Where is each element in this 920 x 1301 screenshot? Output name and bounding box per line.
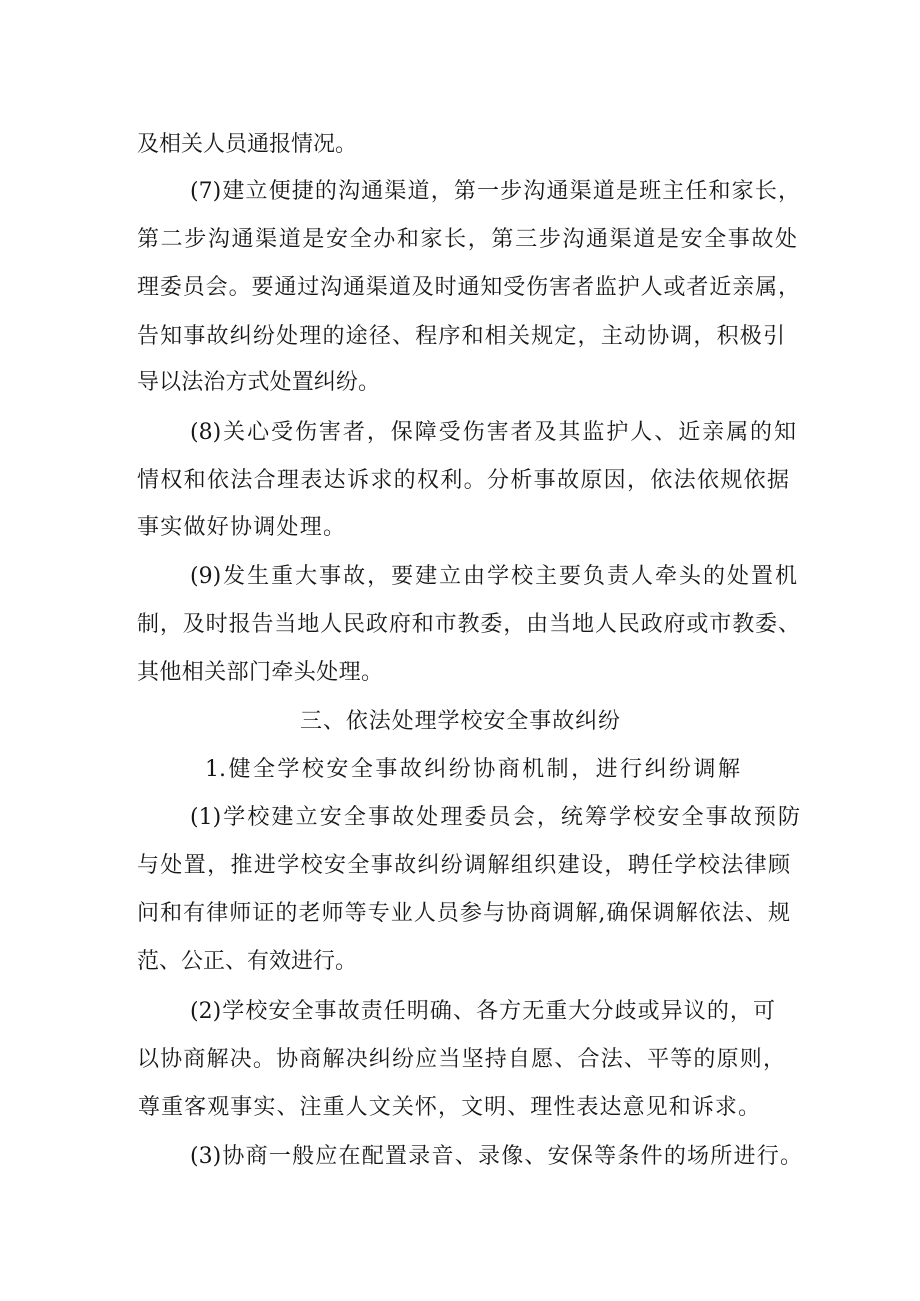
section-heading: 三、依法处理学校安全事故纠纷	[300, 709, 620, 734]
text-line: 其他相关部门牵头处理。	[137, 660, 383, 685]
text-line: 问和有律师证的老师等专业人员参与协商调解,确保调解依法、规	[137, 901, 790, 926]
text-line: 尊重客观事实、注重人文关怀，文明、理性表达意见和诉求。	[138, 1095, 760, 1120]
text-line: 范、公正、有效进行。	[137, 949, 358, 974]
text-line: (7)建立便捷的沟通渠道，第一步沟通渠道是班主任和家长，	[190, 179, 800, 204]
text-line: 及相关人员通报情况。	[137, 132, 358, 157]
sub-heading: 1.健全学校安全事故纠纷协商机制，进行纠纷调解	[205, 757, 740, 782]
text-line: 情权和依法合理表达诉求的权利。分析事故原因，依法依规依据	[137, 468, 789, 493]
text-line: 以协商解决。协商解决纠纷应当坚持自愿、合法、平等的原则，	[137, 1047, 785, 1072]
text-line: 告知事故纠纷处理的途径、程序和相关规定，主动协调，积极引	[137, 324, 785, 349]
text-line: 第二步沟通渠道是安全办和家长，第三步沟通渠道是安全事故处	[137, 227, 797, 252]
text-line: 事实做好协调处理。	[137, 515, 345, 540]
text-line: 制，及时报告当地人民政府和市教委，由当地人民政府或市教委、	[137, 612, 800, 637]
text-line: (8)关心受伤害者，保障受伤害者及其监护人、近亲属的知	[190, 420, 796, 445]
text-line: (9)发生重大事故，要建立由学校主要负责人牵头的处置机	[190, 564, 797, 589]
text-line: 与处置，推进学校安全事故纠纷调解组织建设，聘任学校法律顾	[137, 853, 790, 878]
text-line: 理委员会。要通过沟通渠道及时通知受伤害者监护人或者近亲属，	[137, 275, 800, 300]
text-line: (3)协商一般应在配置录音、录像、安保等条件的场所进行。	[190, 1144, 802, 1169]
text-line: 导以法治方式处置纠纷。	[137, 370, 380, 395]
text-line: (1)学校建立安全事故处理委员会，统筹学校安全事故预防	[190, 805, 800, 830]
text-line: (2)学校安全事故责任明确、各方无重大分歧或异议的，可	[190, 999, 775, 1024]
